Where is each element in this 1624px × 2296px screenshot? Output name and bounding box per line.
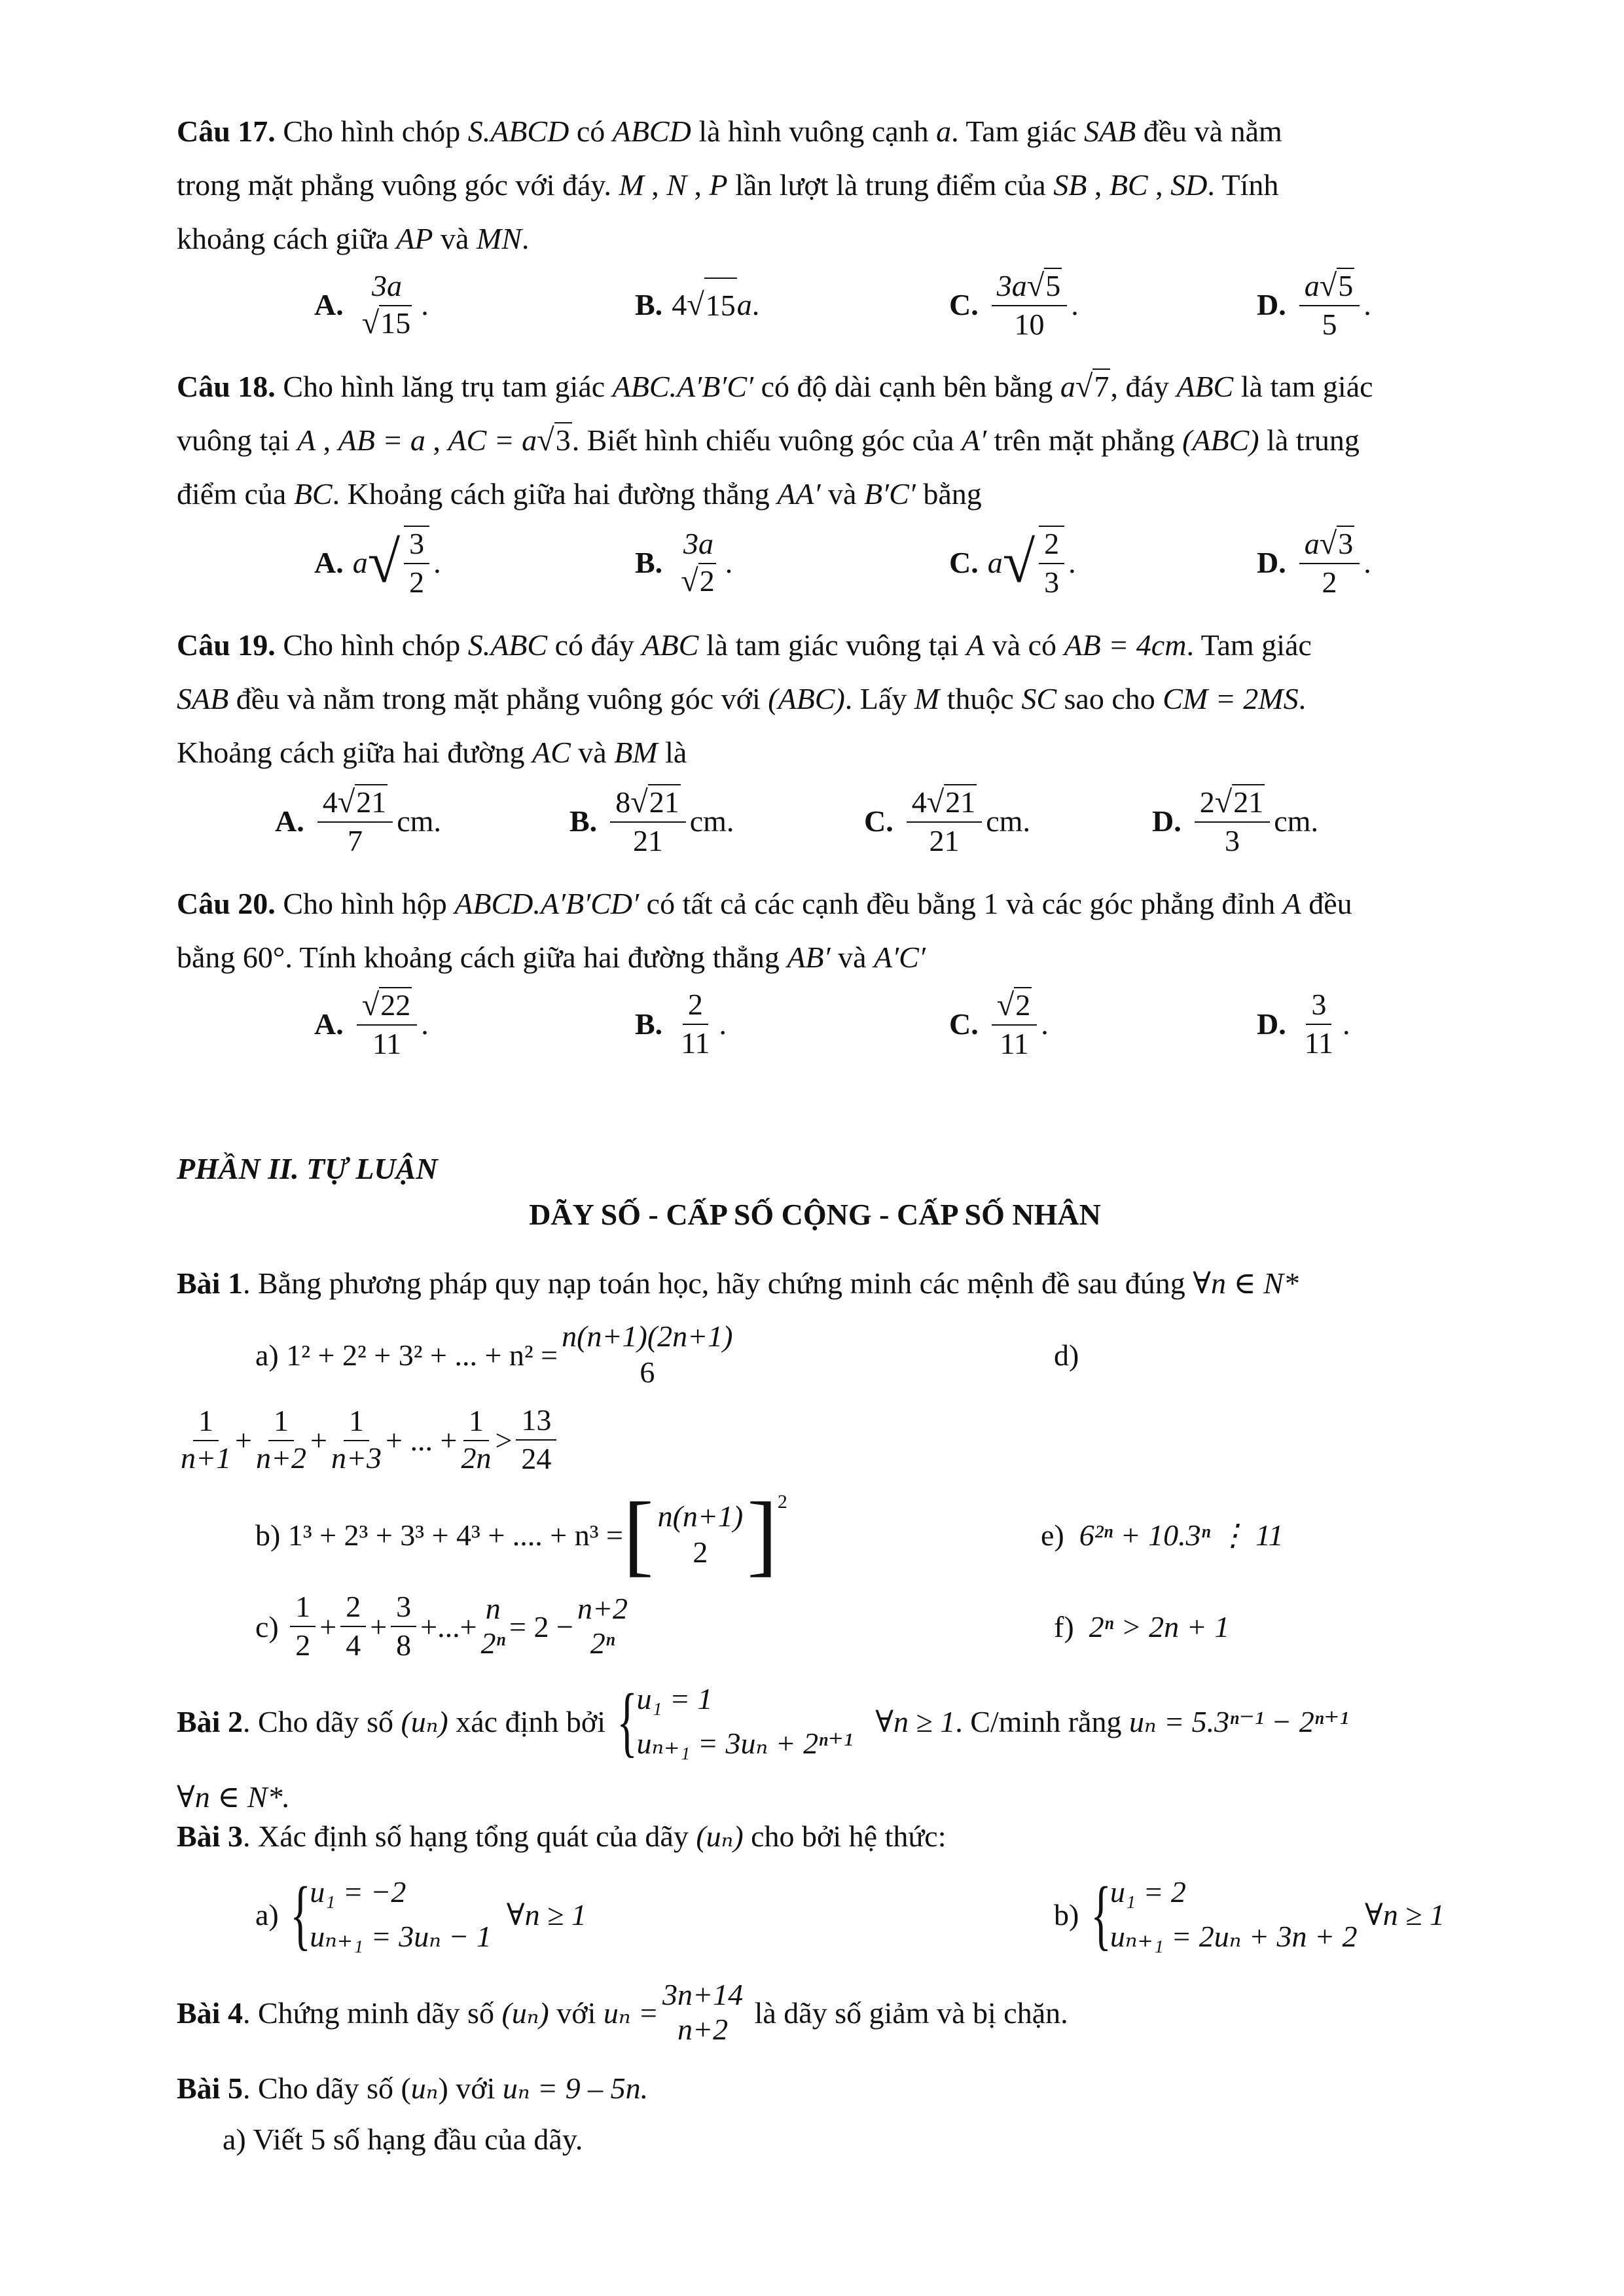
q17-c-den: 10 [1014, 308, 1045, 342]
bai3-a-label: a) [255, 1897, 279, 1931]
q18-ap: A′ [962, 423, 987, 457]
q18-c-den: 3 [1044, 565, 1060, 599]
bai1-e-label: e) [1041, 1518, 1064, 1552]
q19-c-rad: 21 [945, 785, 976, 819]
q17-line3: khoảng cách giữa AP và MN. [177, 222, 530, 255]
q18-line2: vuông tại A , AB = a , AC = a√3. Biết hình chiếu vuông góc của A′ trên mặt phẳng (ABC) là trung [177, 423, 1360, 457]
q18-label: Câu 18. [177, 370, 276, 403]
q18-l1d: là tam giác [1240, 370, 1373, 403]
part-2-heading: PHẦN II. TỰ LUẬN [177, 1152, 438, 1185]
bai1-e [1041, 1486, 1284, 1584]
q18-aa: AA′ [777, 477, 821, 511]
exercise-5 [177, 2062, 1453, 2115]
q18-ac: AC = a [448, 423, 537, 457]
bai1-b-den: 2 [693, 1535, 708, 1569]
bai1-a-lhs: 1² + 2² + 3² + ... + n² = [286, 1338, 558, 1372]
bai1-c-res-num: n+2 [577, 1592, 628, 1626]
bai1-a-den: 6 [640, 1355, 655, 1389]
q19-a-num: 4 [322, 785, 338, 819]
q17-bc: BC [1109, 168, 1148, 202]
bai3-a2: uₙ₊₁ = 3uₙ − 1 [310, 1920, 492, 1953]
q19-line1 [177, 619, 1453, 672]
bai3-label: Bài 3 [177, 1820, 243, 1853]
q20-b-num: 2 [683, 988, 708, 1025]
q17-sd: SD [1170, 168, 1208, 202]
bai5-formula: uₙ = 9 – 5n. [502, 2072, 649, 2105]
bai2-forall-text: ∀n ∈ N*. [177, 1780, 290, 1814]
option-label: D. [1257, 1007, 1286, 1041]
question-18 [177, 360, 1453, 600]
bai3-text1: . Xác định số hạng tổng quát của dãy [242, 1820, 689, 1853]
q18-b-num: 3a [683, 526, 713, 560]
q18-l3a: điểm của [177, 477, 287, 511]
q17-p: P [709, 168, 728, 202]
q17-c-num: 3a [996, 268, 1027, 302]
bai1-f-label: f) [1054, 1609, 1074, 1643]
q19-l1a: Cho hình chóp [283, 628, 461, 662]
q18-option-b[interactable]: B. 3a √2 . [635, 526, 733, 598]
q18-d-num: a [1304, 526, 1320, 560]
option-label: D. [1257, 288, 1286, 321]
bai1-d: $\frac{1}{n+1}$ + $\frac{1}{n+2}$ + $\frac{1}{n+3}$ + ... + $\frac{1}{2n}$ > $\frac{13}{24}$ [177, 1397, 560, 1482]
q18-l1b: có độ dài cạnh bên bằng [761, 370, 1053, 403]
exercise-2 [177, 1672, 1453, 1770]
q17-abcd: ABCD [612, 115, 691, 148]
q17-options [177, 266, 1453, 344]
q20-b-den: 11 [681, 1026, 710, 1060]
topic-heading: DÃY SỐ - CẤP SỐ CỘNG - CẤP SỐ NHÂN [529, 1198, 1101, 1231]
q18-a-den: 2 [409, 565, 425, 599]
q19-option-a[interactable]: A. $\frac{4√21}{7}$ cm . [275, 784, 441, 858]
q18-l1a: Cho hình lăng trụ tam giác [283, 370, 605, 403]
q17-b-rad: 15 [704, 278, 737, 332]
q19-option-c[interactable]: C. $\frac{4√21}{21}$ cm . [864, 784, 1030, 858]
option-label: C. [949, 546, 979, 579]
q20-l1a: Cho hình hộp [283, 887, 447, 920]
bai1-b-label: b) [255, 1518, 281, 1552]
q19-va: và [578, 736, 607, 769]
q17-b-coef: 4 [672, 288, 687, 321]
q17-text4: đều và nằm [1143, 115, 1282, 148]
q19-d-den: 3 [1224, 824, 1240, 858]
bai1-d-res-den: 24 [521, 1442, 552, 1475]
option-label: A. [275, 804, 304, 838]
bai5-a: a) Viết 5 số hạng đầu của dãy. [223, 2123, 583, 2156]
q19-sc: SC [1021, 682, 1056, 715]
q19-a-den: 7 [347, 824, 363, 858]
q19-options [177, 782, 1453, 861]
bai4-label: Bài 4 [177, 1996, 243, 2030]
q17-line2c: . Tính [1207, 168, 1279, 202]
q20-line1 [177, 877, 1453, 931]
bai4-num: 3n+14 [662, 1978, 744, 2012]
bai4-text1: . Chứng minh dãy số [242, 1996, 494, 2030]
q18-l3b: . Khoảng cách giữa hai đường thẳng [332, 477, 770, 511]
q17-a-num: 3a [371, 268, 402, 302]
q17-line2b: lần lượt là trung điểm của [735, 168, 1046, 202]
q20-deg: 60° [242, 941, 285, 974]
q17-label: Câu 17. [177, 115, 276, 148]
bai3-un: (uₙ) [696, 1820, 744, 1853]
bai1-c: c) $\frac{1}{2}$ + $\frac{2}{4}$ + $\frac{3}{8}$ +...+ n 2ⁿ = 2 − n+2 2ⁿ [255, 1590, 628, 1662]
bai1-text: . Bằng phương pháp quy nạp toán học, hãy chứng minh các mệnh đề sau đúng [242, 1266, 1185, 1300]
bai2-system: { u₁ = 1 uₙ₊₁ = 3uₙ + 2ⁿ⁺¹ [617, 1677, 853, 1765]
q19-cm: CM = 2MS [1163, 682, 1299, 715]
q17-line3a: khoảng cách giữa [177, 222, 389, 255]
q18-l2b: . Biết hình chiếu vuông góc của [571, 423, 954, 457]
q19-l3a: Khoảng cách giữa hai đường [177, 736, 525, 769]
option-label: B. [569, 804, 598, 838]
q19-label: Câu 19. [177, 628, 276, 662]
bai4-text3: là dãy số giảm và bị chặn. [754, 1996, 1068, 2030]
q20-l2b: . Tính khoảng cách giữa hai đường thẳng [285, 941, 780, 974]
option-label: D. [1257, 546, 1286, 579]
q18-l2d: là trung [1267, 423, 1360, 457]
q18-c-pre: a [987, 546, 1003, 579]
bai1-label: Bài 1 [177, 1266, 243, 1300]
bai1-b: b) 1³ + 2³ + 3³ + 4³ + .... + n³ = [ n(n+1) 2 ] $^2$ [255, 1484, 787, 1585]
q19-option-b[interactable]: B. $\frac{8√21}{21}$ cm . [569, 784, 734, 858]
q20-line2 [177, 931, 1453, 984]
q20-options [177, 985, 1453, 1064]
bai1-c-label: c) [255, 1609, 279, 1643]
q17-sab: SAB [1084, 115, 1136, 148]
bai4-text2: với [556, 1996, 596, 2030]
bai4-lhs: uₙ = [603, 1996, 659, 2030]
bai4-den: n+2 [677, 2013, 729, 2046]
q18-option-d[interactable]: D. $\frac{a√3}{2}$ . [1257, 526, 1371, 600]
q18-bc2: B′C′ [863, 477, 916, 511]
q18-l3c: bằng [923, 477, 982, 511]
q18-line1: Câu 18. Cho hình lăng trụ tam giác ABC.A′B′C′ có độ dài cạnh bên bằng a√7, đáy ABC là tam giác [177, 369, 1373, 404]
q18-abc: ABC [1176, 370, 1234, 403]
option-label: B. [635, 546, 663, 579]
q18-option-c[interactable]: C. a √ $\frac{2}{3}$ . [949, 527, 1076, 599]
q18-ac-rad: 3 [555, 423, 571, 457]
bai5-text1: . Cho dãy số ( [242, 2072, 411, 2105]
question-20 [177, 877, 1453, 1061]
q17-d-num: a [1304, 268, 1320, 302]
q17-text1: Cho hình chóp [283, 115, 461, 148]
q18-options [177, 524, 1453, 602]
q18-d-den: 2 [1322, 565, 1337, 600]
q20-a-den: 11 [372, 1027, 402, 1061]
q17-b-tail: a [736, 288, 752, 321]
q20-box: ABCD.A′B′CD′ [454, 887, 640, 920]
exercise-4 [177, 1970, 1453, 2055]
q20-l2a: bằng [177, 941, 236, 974]
bai1-b-lhs: 1³ + 2³ + 3³ + 4³ + .... + n³ = [287, 1518, 623, 1552]
bai3-b-cond: ∀n ≥ 1 [1365, 1898, 1445, 1931]
bai3-text2: cho bởi hệ thức: [751, 1820, 947, 1853]
q19-ac: AC [532, 736, 571, 769]
q19-l1c: là tam giác vuông tại [706, 628, 959, 662]
q17-mn: MN [476, 222, 522, 255]
q19-b-unit: cm [689, 804, 727, 838]
q17-line1 [177, 105, 1453, 158]
exercise-3 [177, 1810, 1453, 1863]
bai5-text2: ) với [438, 2072, 496, 2105]
q19-c-unit: cm [986, 804, 1023, 838]
q19-a-unit: cm [397, 804, 434, 838]
q17-option-b[interactable]: B. 4 √ 15 a . [635, 266, 759, 344]
q19-line2: SAB đều và nằm trong mặt phẳng vuông góc với (ABC). Lấy M thuộc SC sao cho CM = 2MS. [177, 682, 1307, 715]
q20-va: và [838, 941, 867, 974]
q19-a-rad: 21 [356, 785, 387, 819]
bai3-a-cond: ∀n ≥ 1 [506, 1898, 586, 1931]
q20-option-a[interactable]: A. $\frac{√22}{11}$ . [314, 987, 429, 1061]
bai4-un: (uₙ) [501, 1996, 549, 2030]
q17-d-rad: 5 [1338, 268, 1354, 302]
bai1-c-res-den: 2ⁿ [590, 1626, 615, 1660]
bai1-c-rhs: = 2 − [509, 1609, 573, 1643]
q18-option-a[interactable]: A. a √ $\frac{3}{2}$ . [314, 527, 441, 599]
q17-a: a [936, 115, 952, 148]
bai2-sys2: uₙ₊₁ = 3uₙ + 2ⁿ⁺¹ [636, 1727, 853, 1760]
bai2-label: Bài 2 [177, 1704, 243, 1738]
q20-d-den: 11 [1304, 1026, 1334, 1060]
q19-sabc: S.ABC [467, 628, 548, 662]
q17-text3: . Tam giác [951, 115, 1077, 148]
q19-l1e: . Tam giác [1186, 628, 1312, 662]
bai2-formula: uₙ = 5.3ⁿ⁻¹ − 2ⁿ⁺¹ [1128, 1705, 1349, 1738]
bai1-d-dots: + ... + [386, 1423, 458, 1457]
q19-sab: SAB [177, 682, 229, 715]
q20-c-den: 11 [1000, 1027, 1029, 1061]
q17-a-den: 15 [380, 306, 411, 340]
option-label: A. [314, 1007, 344, 1041]
bai2-text2: xác định bởi [456, 1704, 605, 1738]
bai1-intro [177, 1257, 1453, 1310]
q18-c-num: 2 [1039, 527, 1064, 564]
q18-line3 [177, 467, 1453, 521]
option-label: A. [314, 546, 344, 579]
q17-co: có [576, 115, 605, 148]
exercise-1 [177, 1257, 1453, 1310]
bai1-a-label: a) [255, 1338, 279, 1372]
bai2-un: (uₙ) [401, 1705, 448, 1738]
q18-side-rad: 7 [1094, 370, 1110, 403]
q17-n: N [666, 168, 687, 202]
q18-va: và [828, 477, 857, 511]
q18-ab: AB = a [338, 423, 425, 457]
bai1-forall: ∀n ∈ N* [1193, 1266, 1299, 1300]
bai5-label: Bài 5 [177, 2072, 243, 2105]
q19-la: là [665, 736, 687, 769]
q20-ab: AB′ [787, 941, 831, 974]
q20-a-rad: 22 [380, 988, 411, 1022]
bai1-b-num: n(n+1) [657, 1499, 744, 1534]
option-label: C. [864, 804, 893, 838]
q18-a-num: 3 [404, 527, 429, 564]
q19-b-num: 8 [615, 785, 631, 819]
q18-bc: BC [293, 477, 333, 511]
q19-m: M [914, 682, 940, 715]
q19-l2a: đều và nằm trong mặt phẳng vuông góc với [236, 682, 761, 715]
q17-m: M [619, 168, 644, 202]
question-17 [177, 105, 1453, 342]
q17-option-a[interactable]: A. 3a √15 . [314, 268, 429, 340]
bai1-f [1054, 1584, 1229, 1669]
q19-l2c: thuộc [947, 682, 1014, 715]
q18-A: A [297, 423, 316, 457]
q18-side-a: a [1060, 370, 1075, 403]
bai2-text3: . C/minh rằng [955, 1704, 1122, 1738]
q19-bm: BM [614, 736, 658, 769]
q19-l1b: có đáy [554, 628, 634, 662]
q19-option-d[interactable]: D. $\frac{2√21}{3}$ cm . [1152, 784, 1318, 858]
q19-c-den: 21 [929, 824, 960, 858]
q19-ab: AB = 4cm [1064, 628, 1187, 662]
q20-option-b[interactable]: B. $\frac{2}{11}$ . [635, 988, 727, 1060]
option-label: C. [949, 288, 979, 321]
bai1-d-res-num: 13 [516, 1403, 556, 1441]
q17-text2: là hình vuông cạnh [698, 115, 929, 148]
q20-A: A [1282, 887, 1301, 920]
bai2-sys1: u₁ = 1 [636, 1682, 713, 1715]
option-label: A. [314, 288, 344, 321]
question-19 [177, 619, 1453, 858]
bai3-a1: u₁ = −2 [310, 1875, 406, 1909]
q19-d-num: 2 [1199, 785, 1215, 819]
q17-line2: trong mặt phẳng vuông góc với đáy. M , N , P lần lượt là trung điểm của SB , BC , SD. Tính [177, 168, 1279, 202]
q17-ap: AP [396, 222, 433, 255]
q19-d-unit: cm [1274, 804, 1311, 838]
q18-prism: ABC.A′B′C′ [612, 370, 754, 403]
option-label: C. [949, 1007, 979, 1041]
q17-va: và [441, 222, 469, 255]
bai3-b: b) { u₁ = 2 uₙ₊₁ = 2uₙ + 3n + 2 ∀n ≥ 1 [1054, 1871, 1445, 1958]
bai3-b-label: b) [1054, 1897, 1079, 1931]
q19-abc: ABC [641, 628, 699, 662]
q19-c-num: 4 [911, 785, 927, 819]
bai1-a [255, 1312, 737, 1397]
q20-l1c: đều [1308, 887, 1352, 920]
option-label: B. [635, 1007, 663, 1041]
q17-sabcd: S.ABCD [467, 115, 569, 148]
q18-plane: (ABC) [1182, 423, 1259, 457]
bai1-d-label: d) [1054, 1338, 1079, 1372]
q19-plane: (ABC) [768, 682, 845, 715]
bai3-b1: u₁ = 2 [1110, 1875, 1186, 1909]
q17-d-den: 5 [1322, 308, 1337, 342]
q19-l2d: sao cho [1064, 682, 1155, 715]
q19-d-rad: 21 [1233, 785, 1264, 819]
q18-b-den: 2 [699, 564, 715, 598]
bai1-f-expr: 2ⁿ > 2n + 1 [1089, 1609, 1230, 1643]
q19-line3 [177, 726, 1453, 780]
bai1-e-expr: 6²ⁿ + 10.3ⁿ ⋮ 11 [1079, 1518, 1284, 1552]
bai3-b2: uₙ₊₁ = 2uₙ + 3n + 2 [1110, 1920, 1358, 1953]
q18-l1c: , đáy [1110, 370, 1169, 403]
q20-option-d[interactable]: D. $\frac{3}{11}$ . [1257, 988, 1350, 1060]
bai3-a: a) { u₁ = −2 uₙ₊₁ = 3uₙ − 1 ∀n ≥ 1 [255, 1871, 586, 1958]
bai2-text1: . Cho dãy số [242, 1704, 393, 1738]
q17-option-d[interactable]: D. $\frac{a√5}{5}$ . [1257, 268, 1371, 342]
q19-b-rad: 21 [649, 785, 679, 819]
q20-c-rad: 2 [1015, 988, 1031, 1022]
q19-A: A [966, 628, 985, 662]
q20-l1b: có tất cả các cạnh đều bằng 1 và các góc phẳng đỉnh [646, 887, 1276, 920]
bai2-cond: ∀n ≥ 1 [875, 1705, 956, 1738]
q18-d-rad: 3 [1338, 526, 1354, 560]
q19-l1d: và có [992, 628, 1057, 662]
q19-b-den: 21 [632, 824, 663, 858]
option-label: B. [635, 288, 663, 321]
option-label: D. [1152, 804, 1182, 838]
q19-l2b: . Lấy [844, 682, 907, 715]
q17-c-rad: 5 [1045, 268, 1061, 302]
q18-l2c: trên mặt phẳng [994, 423, 1175, 457]
bai5-u: uₙ [410, 2072, 439, 2105]
q20-label: Câu 20. [177, 887, 276, 920]
q17-line2a: trong mặt phẳng vuông góc với đáy. [177, 168, 611, 202]
q17-option-c[interactable]: C. $\frac{3a√5}{10}$ . [949, 268, 1079, 342]
bai1-a-num: n(n+1)(2n+1) [562, 1319, 733, 1354]
q20-option-c[interactable]: C. $\frac{√2}{11}$ . [949, 987, 1049, 1061]
q20-d-num: 3 [1306, 988, 1331, 1025]
q17-sb: SB [1053, 168, 1087, 202]
q18-a-pre: a [352, 546, 368, 579]
q20-ac: A′C′ [874, 941, 926, 974]
q18-l2a: vuông tại [177, 423, 290, 457]
